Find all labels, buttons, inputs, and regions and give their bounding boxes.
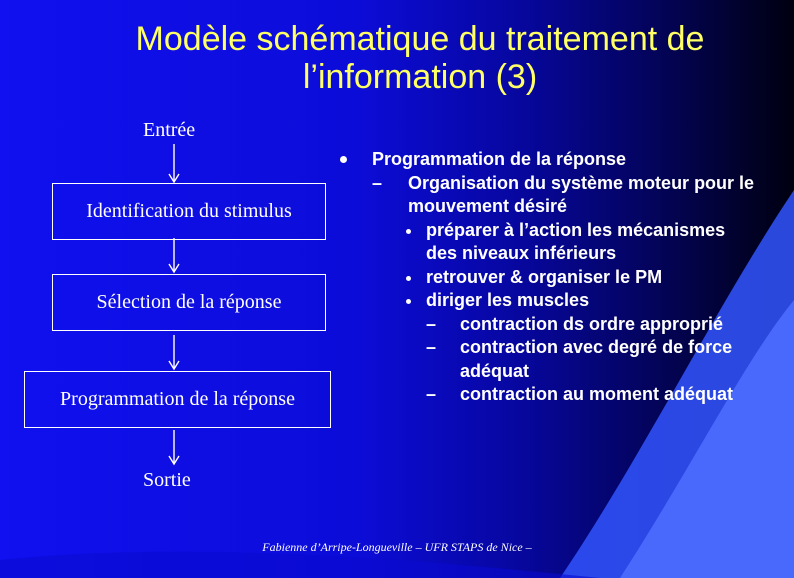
bullet-list xyxy=(340,148,760,407)
arrow-down-icon xyxy=(168,430,180,470)
title-line-2: l’information (3) xyxy=(302,58,538,96)
output-label: Sortie xyxy=(143,469,191,491)
input-label: Entrée xyxy=(143,119,196,141)
dash-icon: – xyxy=(372,172,383,193)
dash-icon: – xyxy=(426,313,437,334)
bullet-subitem-text: contraction ds ordre approprié xyxy=(460,313,724,334)
bullet-item xyxy=(406,289,760,313)
bullet-item xyxy=(406,266,760,290)
dash-icon: – xyxy=(426,384,437,404)
flow-box-identification xyxy=(52,183,326,240)
bullet-subitem xyxy=(426,313,760,337)
bullet-main xyxy=(340,148,760,172)
bullet-subitem xyxy=(426,383,760,407)
bullet-subitem-text: contraction au moment adéquat xyxy=(460,384,734,404)
bullet-main-text: Programmation de la réponse xyxy=(372,149,627,169)
bullet-dot-icon xyxy=(406,299,411,304)
bullet-item xyxy=(406,219,760,266)
bullet-dot-icon xyxy=(340,156,347,163)
slide-title xyxy=(60,20,780,96)
arrow-down-icon xyxy=(168,238,180,278)
bullet-item-text: préparer à l’action les mécanismes des niveaux inférieurs xyxy=(426,219,726,263)
flow-box-label: Identification du stimulus xyxy=(86,200,292,222)
bullet-subitem-text: contraction avec degré de force adéquat xyxy=(460,337,733,381)
flow-box-programmation xyxy=(24,371,331,428)
arrow-down-icon xyxy=(168,335,180,375)
flow-box-label: Programmation de la réponse xyxy=(60,388,295,410)
bullet-sub xyxy=(372,172,760,219)
title-line-1: Modèle schématique du traitement de xyxy=(135,20,705,58)
bullet-dot-icon xyxy=(406,276,411,281)
dash-icon: – xyxy=(426,337,437,357)
flow-box-label: Sélection de la réponse xyxy=(96,291,282,313)
arrow-down-icon xyxy=(168,144,180,184)
bullet-item-text: diriger les muscles xyxy=(426,290,590,310)
flow-box-selection xyxy=(52,274,326,331)
slide-footer: Fabienne d’Arripe-Longueville – UFR STAPS de Nice – xyxy=(262,540,532,554)
bullet-dot-icon xyxy=(406,229,411,234)
bullet-sub-text: Organisation du système moteur pour le mouvement désiré xyxy=(408,172,755,216)
bullet-item-text: retrouver & organiser le PM xyxy=(426,266,663,287)
bullet-subitem xyxy=(426,336,760,383)
